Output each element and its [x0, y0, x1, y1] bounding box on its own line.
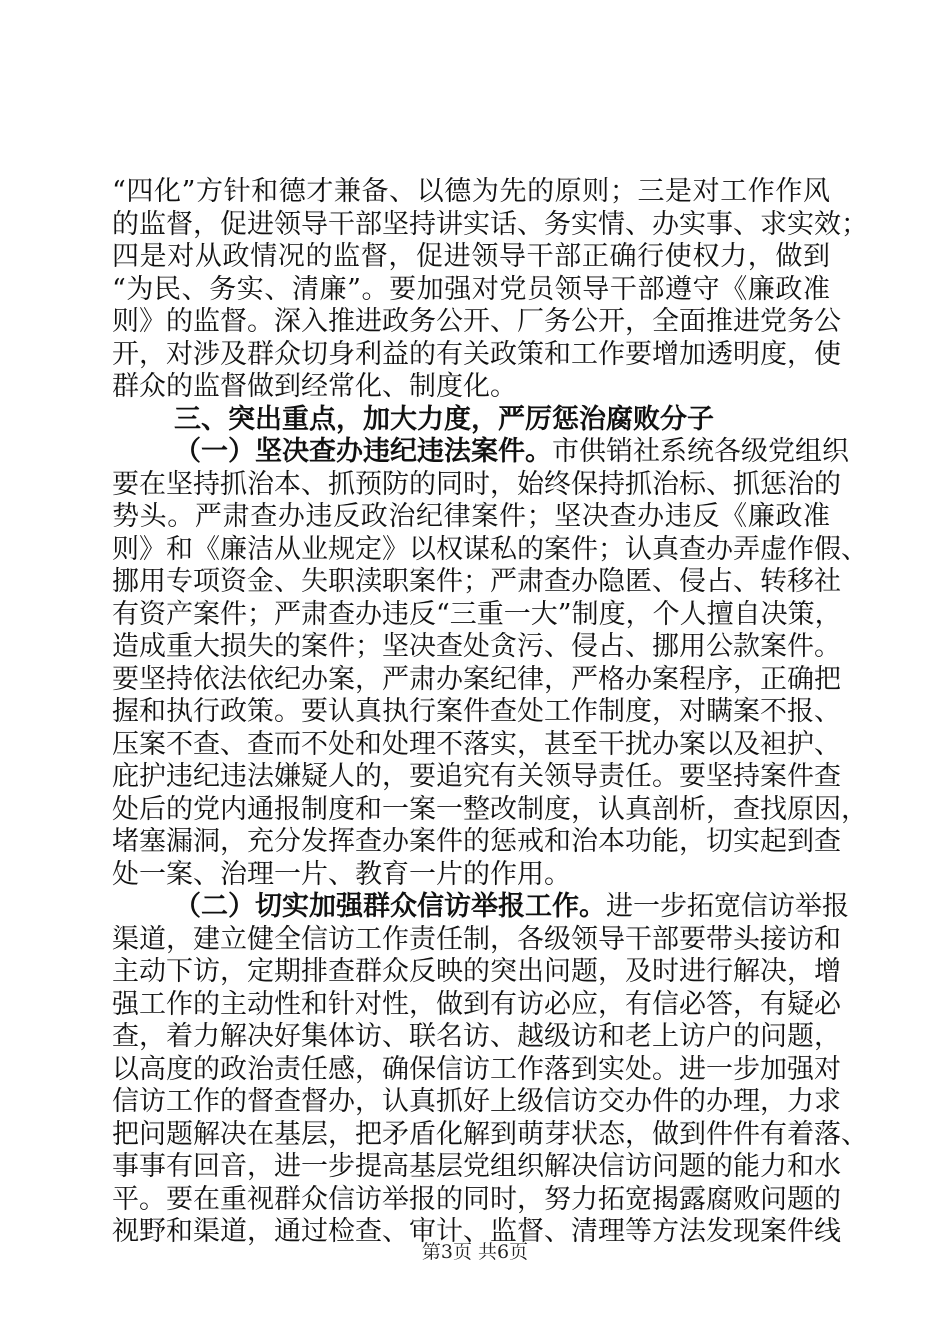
line-text: 处后的党内通报制度和一案一整改制度，认真剖析，查找原因， — [112, 793, 868, 825]
line-text: 的监督，促进领导干部坚持讲实话、务实情、办实事、求实效； — [112, 208, 868, 240]
line-text: 平。要在重视群众信访举报的同时，努力拓宽揭露腐败问题的 — [112, 1183, 841, 1215]
text-line — [112, 793, 868, 826]
text-line — [112, 1151, 841, 1183]
line-text: 有资产案件；严肃查办违反“三重一大”制度，个人擅自决策， — [112, 598, 842, 630]
text-line — [174, 891, 849, 923]
text-line — [112, 533, 868, 566]
line-text: 视野和渠道，通过检查、审计、监督、清理等方法发现案件线 — [112, 1216, 841, 1247]
text-line — [112, 1086, 841, 1118]
line-text: “为民、务实、清廉”。要加强对党员领导干部遵守《廉政准 — [112, 273, 830, 305]
line-text: 开，对涉及群众切身利益的有关政策和工作要增加透明度，使 — [112, 338, 841, 370]
line-text: 处一案、治理一片、教育一片的作用。 — [112, 858, 571, 890]
text-line — [112, 306, 841, 338]
line-text: 以高度的政治责任感，确保信访工作落到实处。进一步加强对 — [112, 1053, 841, 1085]
page-footer: 第3页 共6页 — [421, 1241, 529, 1263]
line-text: 群众的监督做到经常化、制度化。 — [112, 371, 517, 402]
text-line — [112, 208, 868, 241]
text-line — [112, 761, 841, 793]
text-line — [112, 728, 841, 761]
text-line — [112, 598, 842, 631]
text-line — [112, 176, 830, 208]
line-text: 主动下访，定期排查群众反映的突出问题，及时进行解决，增 — [112, 956, 841, 987]
line-text: 要坚持依法依纪办案，严肃办案纪律，严格办案程序，正确把 — [112, 663, 841, 695]
line-text: 堵塞漏洞，充分发挥查办案件的惩戒和治本功能，切实起到查 — [112, 826, 841, 857]
bold-heading: （一）坚决查办违纪违法案件。 — [174, 436, 552, 467]
text-line — [112, 988, 841, 1021]
text-line — [174, 436, 849, 468]
line-text: 事事有回音，进一步提高基层党组织解决信访问题的能力和水 — [112, 1151, 841, 1182]
text-line — [112, 468, 841, 501]
line-text: 把问题解决在基层，把矛盾化解到萌芽状态，做到件件有着落、 — [112, 1118, 868, 1150]
text-line — [112, 696, 841, 728]
text-line — [112, 1021, 841, 1053]
text-line — [112, 338, 841, 371]
line-text: 则》的监督。深入推进政务公开、厂务公开，全面推进党务公 — [112, 306, 841, 337]
line-text: 庇护违纪违法嫌疑人的，要追究有关领导责任。要坚持案件查 — [112, 761, 841, 792]
line-text: 压案不查、查而不处和处理不落实，甚至干扰办案以及袒护、 — [112, 728, 841, 760]
text-line — [112, 501, 830, 533]
line-text: 渠道，建立健全信访工作责任制，各级领导干部要带头接访和 — [112, 923, 841, 955]
bold-heading: （二）切实加强群众信访举报工作。 — [174, 891, 606, 922]
line-text: 造成重大损失的案件；坚决查处贪污、侵占、挪用公款案件。 — [112, 631, 841, 662]
line-text: 强工作的主动性和针对性，做到有访必应，有信必答，有疑必 — [112, 988, 841, 1020]
text-line — [112, 663, 841, 696]
line-text: 进一步拓宽信访举报 — [606, 891, 849, 922]
line-text: 四是对从政情况的监督，促进领导干部正确行使权力，做到 — [112, 241, 830, 272]
text-line — [112, 371, 517, 403]
line-text: 挪用专项资金、失职渎职案件；严肃查办隐匿、侵占、转移社 — [112, 566, 841, 597]
line-text: 信访工作的督查督办，认真抓好上级信访交办件的办理，力求 — [112, 1086, 841, 1117]
text-line — [112, 241, 830, 273]
text-line — [112, 631, 841, 663]
text-line — [112, 859, 571, 891]
line-text: 势头。严肃查办违反政治纪律案件；坚决查办违反《廉政准 — [112, 501, 830, 532]
line-text: 握和执行政策。要认真执行案件查处工作制度，对瞒案不报、 — [112, 696, 841, 727]
text-line — [112, 1053, 841, 1086]
line-text: 要在坚持抓治本、抓预防的同时，始终保持抓治标、抓惩治的 — [112, 468, 841, 500]
text-line — [112, 566, 841, 598]
line-text: 查，着力解决好集体访、联名访、越级访和老上访户的问题， — [112, 1021, 841, 1052]
text-line — [112, 274, 830, 306]
bold-heading: 三、突出重点，加大力度，严厉惩治腐败分子 — [174, 403, 714, 435]
text-line — [112, 923, 841, 956]
text-line — [112, 1183, 841, 1216]
text-line — [112, 1118, 868, 1151]
text-line — [112, 956, 841, 988]
line-text: “四化”方针和德才兼备、以德为先的原则；三是对工作作风 — [112, 176, 830, 207]
line-text: 则》和《廉洁从业规定》以权谋私的案件；认真查办弄虚作假、 — [112, 533, 868, 565]
text-line — [112, 826, 841, 858]
line-text: 市供销社系统各级党组织 — [552, 436, 849, 467]
text-line — [174, 404, 714, 436]
